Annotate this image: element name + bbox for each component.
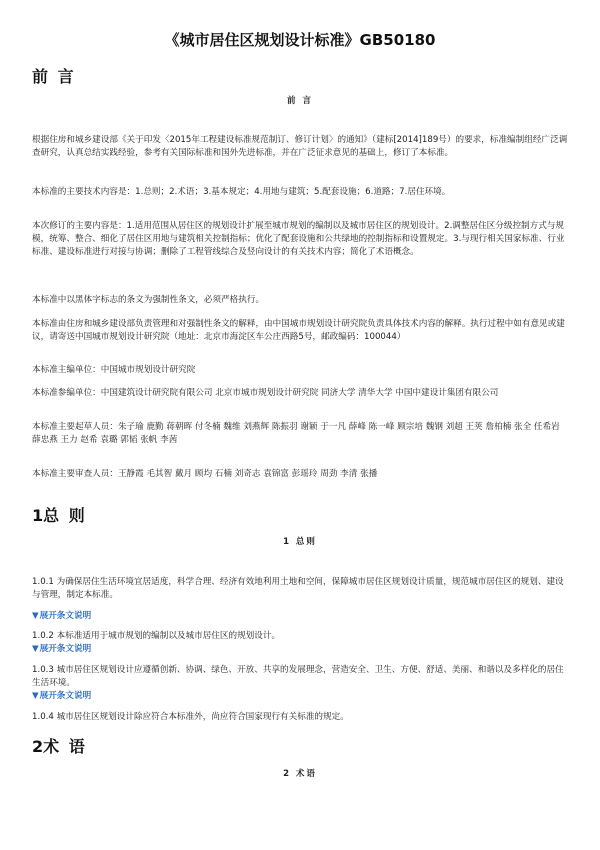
chapter2-heading xyxy=(32,736,87,758)
preface-paragraph: 本标准参编单位：中国建筑设计研究院有限公司 北京市城市规划设计研究院 同济大学 清华大学 中国中建设计集团有限公司 xyxy=(32,388,499,398)
preface-paragraph: 本次修订的主要内容是：1.适用范围从居住区的规划设计扩展至城市规划的编制以及城市居住区的规划设计。2.调整居住区分级控制方式与规模，统筹、整合、细化了居住区用地与建筑相关控制指标；优化了配套设施和公共绿地的控制指标和设置规定。3.与现行相关国家标准、行业标准、建设标准进行对接与协调；删除了工程管线综合及竖向设计的有关技术内容；简化了术语概念。 xyxy=(32,221,565,257)
chapter1-heading-text: 总 则 xyxy=(43,506,87,525)
preface-paragraph: 本标准的主要技术内容是：1.总则；2.术语；3.基本规定；4.用地与建筑；5.配套设施；6.道路；7.居住环境。 xyxy=(32,187,451,197)
expand-label: 展开条文说明 xyxy=(39,691,92,701)
triangle-down-icon: ▼ xyxy=(32,644,39,654)
expand-label: 展开条文说明 xyxy=(39,611,92,621)
preface-paragraph: 本标准主要起草人员：朱子瑜 鹿勤 蒋朝晖 付冬楠 魏维 刘燕辉 陈振羽 谢颖 于一凡 薛峰 陈一峰 顾宗培 魏钢 刘超 王荚 詹柏楠 张全 任希岩 薛忠燕 王力 赵希 袁璐 郭韬 张帆 李茜 xyxy=(32,422,560,445)
preface-paragraph: 本标准主编单位：中国城市规划设计研究院 xyxy=(32,365,196,375)
preface-heading: 前 言 xyxy=(32,67,76,86)
triangle-down-icon: ▼ xyxy=(32,611,39,621)
preface-paragraph: 本标准由住房和城乡建设部负责管理和对强制性条文的解释，由中国城市规划设计研究院负责具体技术内容的解释。执行过程中如有意见或建议，请寄送中国城市规划设计研究院（地址：北京市海淀区车公庄西路5号，邮政编码：100044） xyxy=(32,319,565,342)
chapter1-heading-number: 1 xyxy=(32,506,44,525)
expand-explanation-link[interactable] xyxy=(32,690,91,702)
preface-paragraph: 本标准主要审查人员：王静霞 毛其智 戴月 顾均 石楠 刘奇志 袁锦富 彭瑶玲 周劲 李清 张播 xyxy=(32,469,378,479)
preface-paragraph: 根据住房和城乡建设部《关于印发〈2015年工程建设标准规范制订、修订计划〉的通知》（建标[2014]189号）的要求，标准编制组经广泛调查研究，认真总结实践经验，参考有关国际标准和国外先进标准，并在广泛征求意见的基础上，修订了本标准。 xyxy=(32,135,568,158)
clause-text: 1.0.1 为确保居住生活环境宜居适度，科学合理、经济有效地利用土地和空间，保障城市居住区规划设计质量，规范城市居住区的规划、建设与管理，制定本标准。 xyxy=(32,577,564,600)
preface-subheading: 前 言 xyxy=(287,96,313,106)
chapter2-heading-number: 2 xyxy=(32,737,44,756)
expand-explanation-link[interactable] xyxy=(32,610,91,622)
preface-paragraph: 本标准中以黑体字标志的条文为强制性条文，必须严格执行。 xyxy=(32,295,265,305)
clause-text: 1.0.3 城市居住区规划设计应遵循创新、协调、绿色、开放、共享的发展理念，营造安全、卫生、方便、舒适、美丽、和谐以及多样化的居住生活环境。 xyxy=(32,665,564,688)
chapter1-heading xyxy=(32,505,87,527)
expand-label: 展开条文说明 xyxy=(39,644,92,654)
clause-text: 1.0.2 本标准适用于城市规划的编制以及城市居住区的规划设计。 xyxy=(32,631,281,641)
expand-explanation-link[interactable] xyxy=(32,643,91,655)
clause-text: 1.0.4 城市居住区规划设计除应符合本标准外，尚应符合国家现行有关标准的规定。 xyxy=(32,712,349,722)
chapter1-subheading: 1 总则 xyxy=(283,537,317,547)
chapter2-heading-text: 术 语 xyxy=(43,737,87,756)
chapter2-subheading: 2 术语 xyxy=(283,769,317,779)
document-title: 《城市居住区规划设计标准》GB50180 xyxy=(164,31,436,49)
triangle-down-icon: ▼ xyxy=(32,691,39,701)
